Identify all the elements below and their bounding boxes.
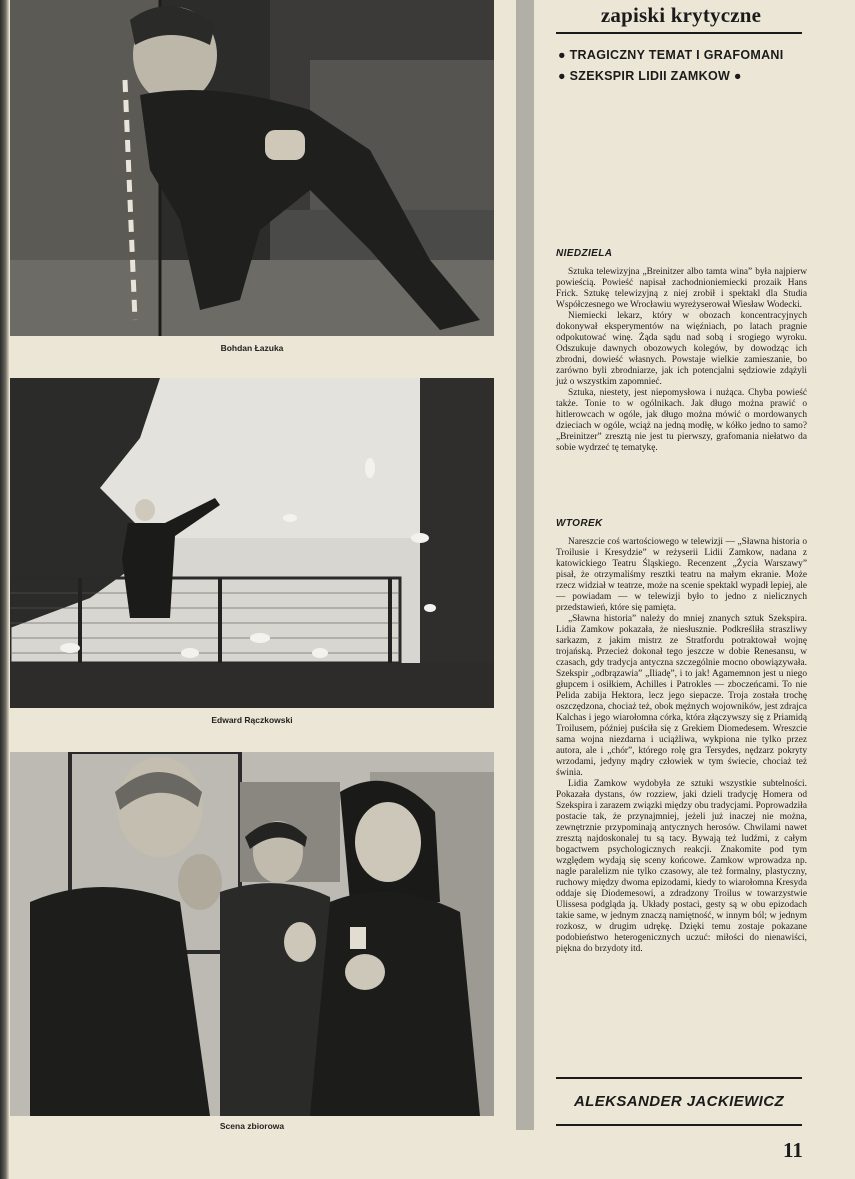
paragraph: Nareszcie coś wartościowego w telewizji — „Sławna historia o Troilusie i Kresydzie” w reżyserii Lidii Zamkow, nadana z katowickiego Teatru Śląskiego. Recenzent „Życia Warszawy” pisał, że otrzymaliśmy resztki teatru na małym ekranie. Może rzecz widział w teatrze, może na scenie spektakl wypadł lepiej, ale — powiadam — w telewizji było to jedno z nielicznych przedstawień, które się pamięta. bbox=[556, 537, 807, 613]
page-number: 11 bbox=[783, 1138, 803, 1162]
bullet-icon: ● bbox=[730, 69, 742, 83]
paragraph: Lidia Zamkow wydobyła ze sztuki wszystkie subtelności. Pokazała dystans, ów rozziew, jaki dzieli tradycję Homera od Szekspira i zarazem związki między obu tradycjami. Poprowadziła postacie tak, że przynajmniej, jeżeli już inaczej nie można, zewnętrznie przypominają antycznych herosów. Chwilami nawet zresztą najdoskonalej tu są tacy. Bywają też ludźmi, z całym bogactwem psychologicznych reakcji. Znakomite pod tym względem wydają się sceny końcowe. Zamkow wprowadza np. nagle paralelizm nie tylko czasowy, ale też formalny, plastyczny, ruchowy między dwoma epizodami, kiedy to wiarołomna Kresyda oddaje się Diodemesowi, a zdradzony Troilus w towarzystwie Ulissesa podgląda ją. Układy postaci, gesty są w obu epizodach takie same, w jednym znaczą namiętność, w innym ból; w jednym rozkosz, w drugim udrękę. Dzięki temu zostaje pokazane podobieństwo heterogenicznych uczuć: miłości do nienawiści, piękna do brzydoty itd. bbox=[556, 779, 807, 954]
photo-scena-zbiorowa bbox=[10, 752, 494, 1116]
binding-shadow bbox=[0, 0, 9, 1179]
photo-bohdan-lazuka bbox=[10, 0, 494, 336]
teaser-line bbox=[558, 48, 784, 62]
bullet-icon: ● bbox=[558, 69, 570, 83]
paragraph: Sztuka telewizyjna „Breinitzer albo tamta wina” była najpierw powieścią. Powieść napisał zachodnioniemiecki prozaik Hans Frick. Sztukę telewizyjną z niej zrobił i spektakl dla Studia Współczesnego we Wrocławiu wyreżyserował Wiesław Wodecki. bbox=[556, 267, 807, 310]
teaser-text: TRAGICZNY TEMAT I GRAFOMANI bbox=[569, 48, 784, 62]
section-heading: NIEDZIELA bbox=[556, 248, 613, 259]
divider bbox=[556, 1124, 802, 1126]
teaser-text: SZEKSPIR LIDII ZAMKOW bbox=[569, 69, 731, 83]
paragraph: „Sławna historia” należy do mniej znanych sztuk Szekspira. Lidia Zamkow pokazała, że niesłusznie. Podkreśliła straszliwy sarkazm, z jakim mistrz ze Stratfordu potraktował wojnę trojańską. Przecież dokonał tego jeszcze w dobie Renesansu, w czasach, gdy tradycja antyczna szczególnie mocno obowiązywała. Szekspir „odbrązawia” „Iliadę”, i to jak! Agamemnon jest u niego głupcem i osiłkiem, Achilles i Patrokles — zboczeńcami. To nie Pelida zabija Hektora, lecz jego siepacze. Troja została trochę oszczędzona, chociaż też, obok mężnych wojowników, jest zdrajca Kalchas i jego wiarołomna córka, która złączywszy się z Priamidą Troilusem, później puściła się z Grekiem Diomedesem. Wreszcie sama wojna niezdarna i uciążliwa, wykpiona nie tylko przez autora, ale i „chór”, którego rolę gra Tersydes, nędzarz pokryty wrzodami, jedyny mądry człowiek w tym świecie, chociaż też świnia. bbox=[556, 614, 807, 778]
photo-caption: Edward Rączkowski bbox=[211, 715, 293, 725]
divider bbox=[556, 1077, 802, 1079]
author-byline: ALEKSANDER JACKIEWICZ bbox=[573, 1093, 785, 1110]
photo-caption: Bohdan Łazuka bbox=[220, 343, 284, 353]
column-title: zapiski krytyczne bbox=[600, 3, 762, 27]
photo-edward-raczkowski bbox=[10, 378, 494, 708]
section-heading: WTOREK bbox=[556, 518, 603, 529]
teaser-line bbox=[558, 69, 742, 83]
paragraph: Sztuka, niestety, jest niepomysłowa i nużąca. Chyba powieść także. Tonie to w ogólnikach. Jak długo można prawić o hitlerowcach w ogóle, jak długo można mówić o mordowanych dzieciach w ogóle, wciąż na jedną modłę, w kółko jedno to samo? „Breinitzer” zresztą nie jest tu pierwszy, grafomania niełatwo da sobie wydrzeć tę tematykę. bbox=[556, 388, 807, 453]
paragraph: Niemiecki lekarz, który w obozach koncentracyjnych dokonywał eksperymentów na więźniach, po latach pragnie odpokutować winę. Żąda sądu nad sobą i srogiego wyroku. Odszukuje dawnych obozowych kolegów, by dowodząc ich zbrodni, dowieść własnych. Powstaje wielkie zamieszanie, bo zarówno byli zbrodniarze, jak ich potencjalni sędziowie zdążyli już o wszystkim zapomnieć. bbox=[556, 311, 807, 387]
article-section bbox=[556, 537, 807, 955]
bullet-icon: ● bbox=[558, 48, 570, 62]
decorative-band bbox=[516, 0, 534, 1130]
photo-caption: Scena zbiorowa bbox=[219, 1121, 285, 1131]
divider bbox=[556, 32, 802, 34]
article-section bbox=[556, 267, 807, 454]
